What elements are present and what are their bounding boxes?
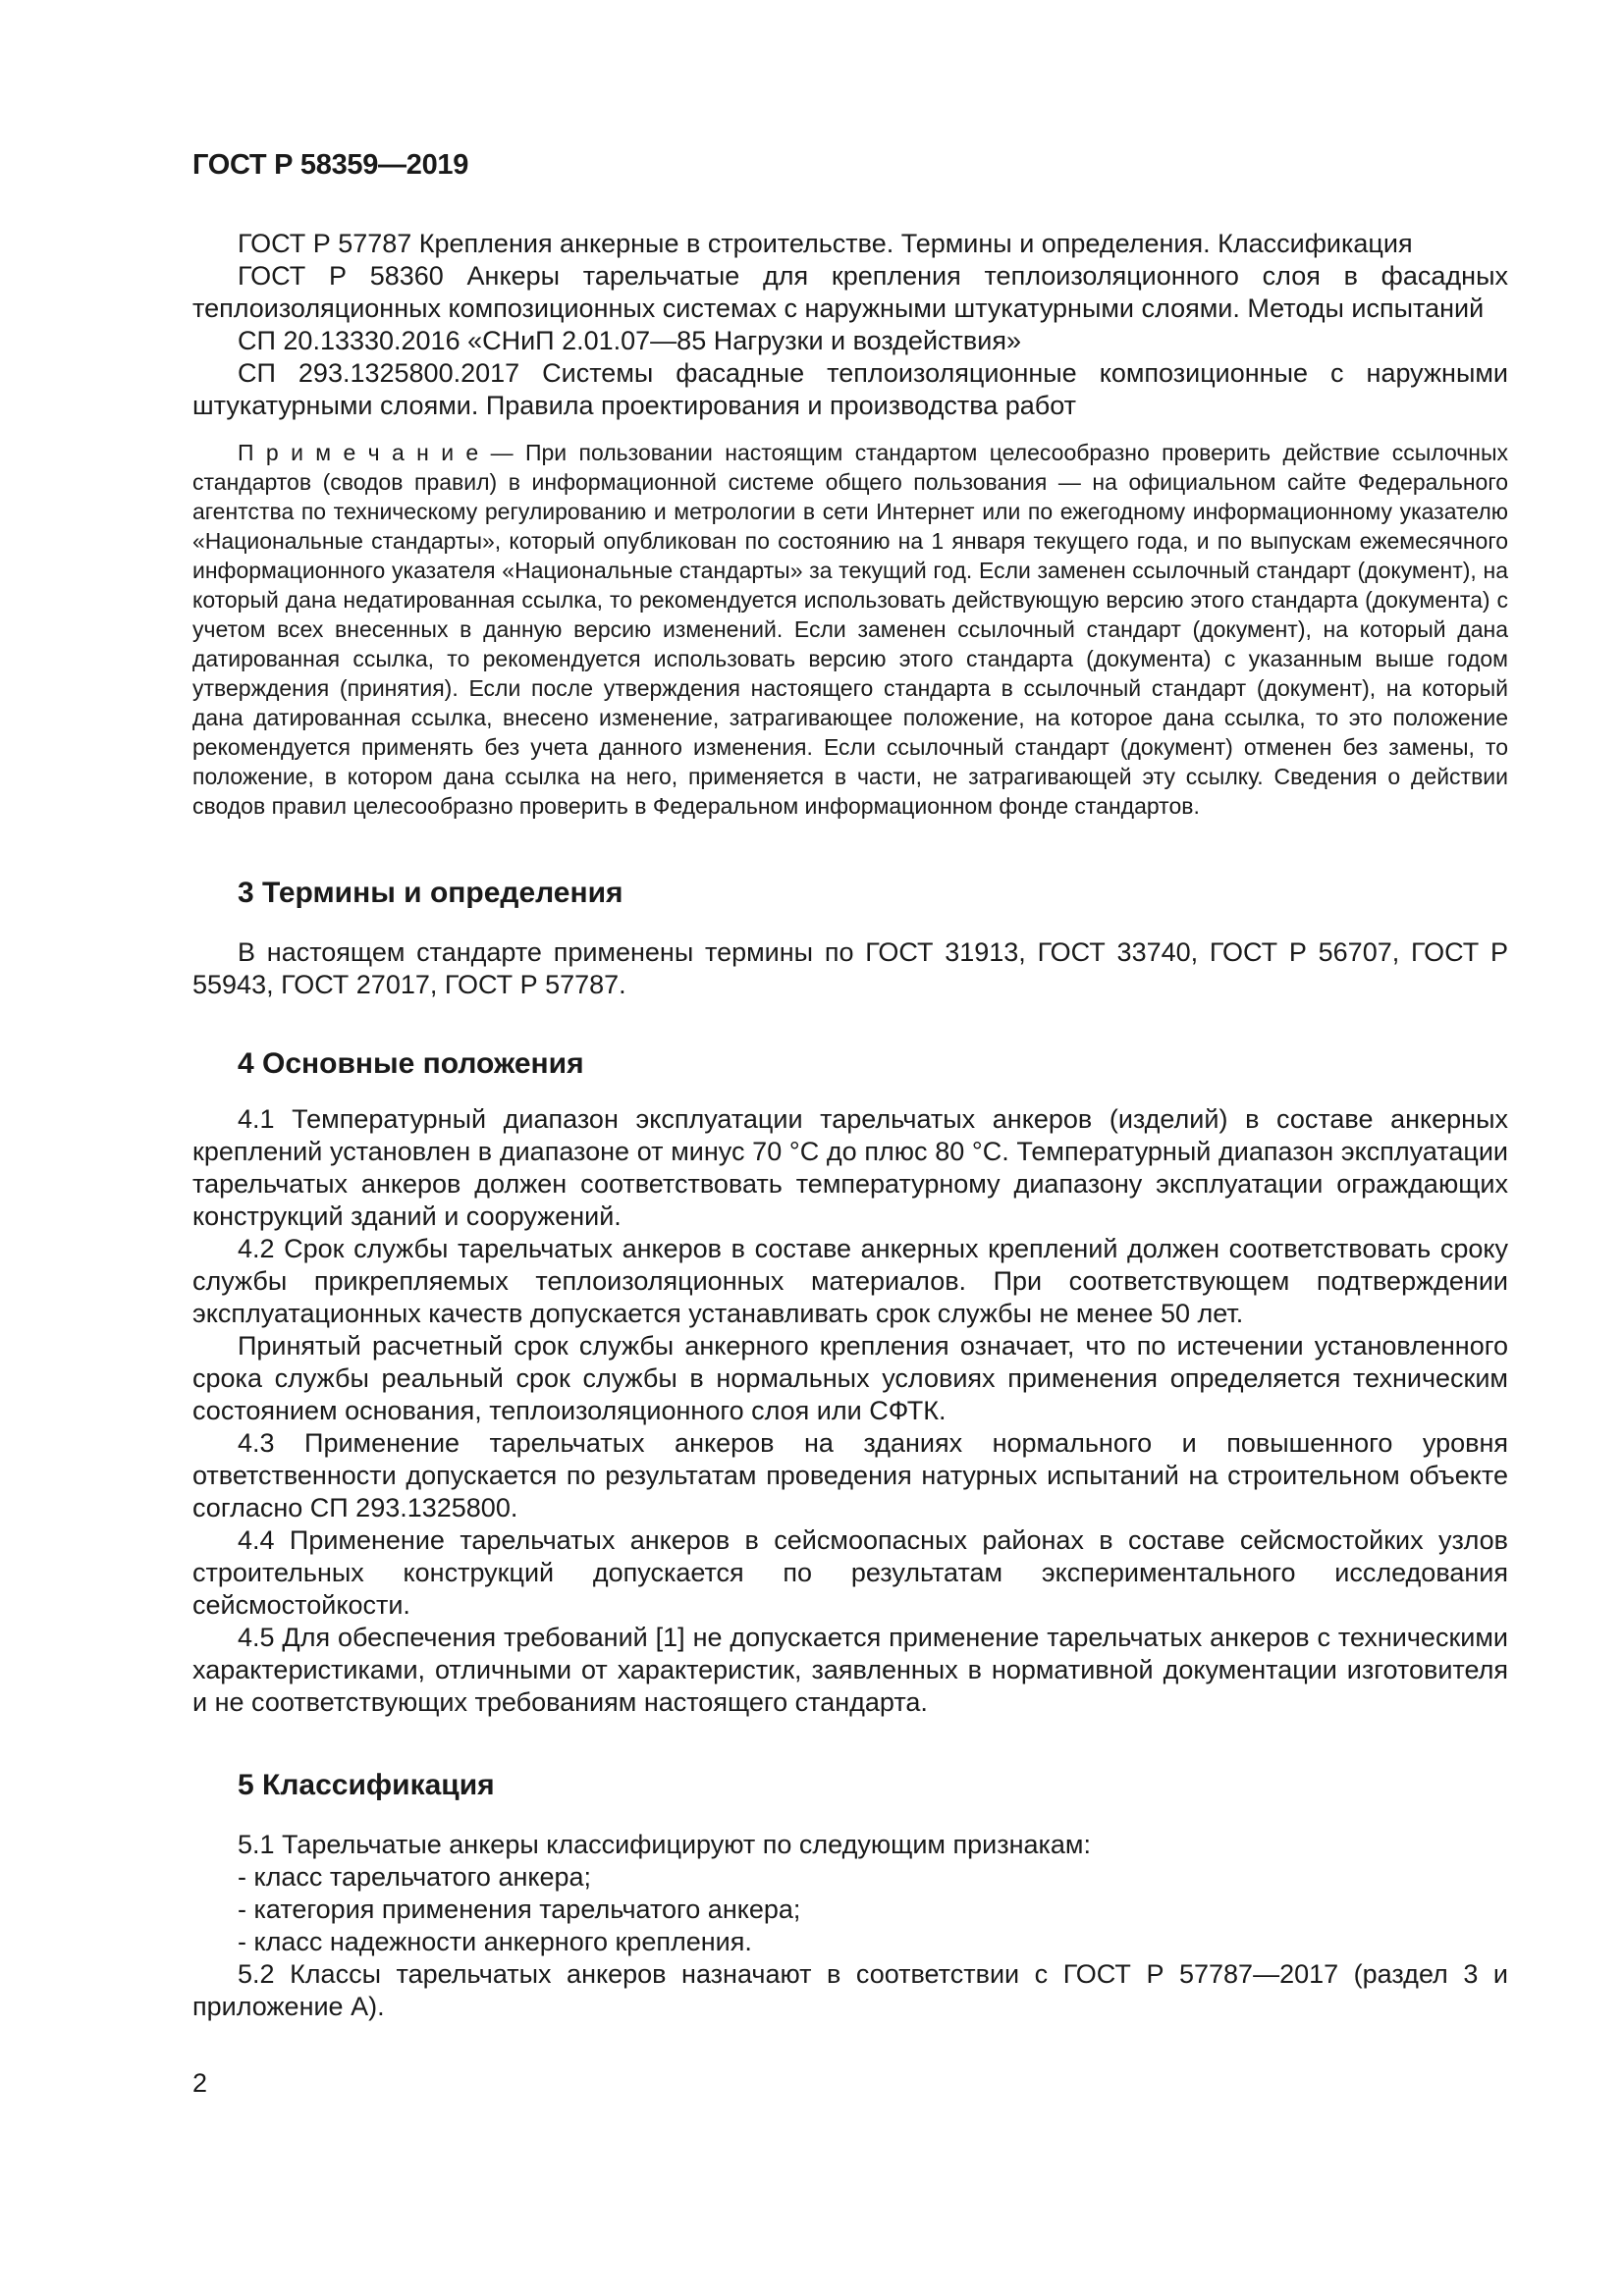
classification-paragraph-5-2: 5.2 Классы тарельчатых анкеров назначают в соответствии с ГОСТ Р 57787—2017 (раздел 3 и приложение А). bbox=[192, 1959, 1508, 2021]
page-number: 2 bbox=[192, 2068, 208, 2098]
reference-item: ГОСТ Р 57787 Крепления анкерные в строительстве. Термины и определения. Классификация bbox=[238, 229, 1413, 258]
provision-paragraph-4-5: 4.5 Для обеспечения требований [1] не допускается применение тарельчатых анкеров с техническими характеристиками, отличными от характеристик, заявленных в нормативной документации изготовителя и не соответствующих требованиям настоящего стандарта. bbox=[192, 1623, 1508, 1717]
classification-list-item: - класс надежности анкерного крепления. bbox=[238, 1927, 752, 1956]
classification-list-item: - класс тарельчатого анкера; bbox=[238, 1862, 592, 1892]
section-body-provisions bbox=[192, 1103, 1508, 1719]
section-heading-provisions: 4 Основные положения bbox=[238, 1047, 584, 1080]
classification-intro-5-1: 5.1 Тарельчатые анкеры классифицируют по следующим признакам: bbox=[238, 1830, 1091, 1859]
terms-paragraph: В настоящем стандарте применены термины по ГОСТ 31913, ГОСТ 33740, ГОСТ Р 56707, ГОСТ Р 55943, ГОСТ 27017, ГОСТ Р 57787. bbox=[192, 937, 1508, 999]
reference-item: ГОСТ Р 58360 Анкеры тарельчатые для крепления теплоизоляционного слоя в фасадных теплоизоляционных композиционных системах с наружными штукатурными слоями. Методы испытаний bbox=[192, 261, 1508, 323]
provision-paragraph-4-3: 4.3 Применение тарельчатых анкеров на зданиях нормального и повышенного уровня ответственности допускается по результатам проведения натурных испытаний на строительном объекте согласно СП 293.1325800. bbox=[192, 1428, 1508, 1522]
page-content bbox=[192, 0, 1508, 2023]
note-paragraph bbox=[192, 438, 1508, 821]
note-text: — При пользовании настоящим стандартом целесообразно проверить действие ссылочных стандартов (сводов правил) в информационной системе общего пользования — на официальном сайте Федерального агентства по техническому регулированию и метрологии в сети Интернет или по ежегодному информационному указателю «Национальные стандарты», который опубликован по состоянию на 1 января текущего года, и по выпускам ежемесячного информационного указателя «Национальные стандарты» за текущий год. Если заменен ссылочный стандарт (документ), на который дана недатированная ссылка, то рекомендуется использовать действующую версию этого стандарта (документа) с учетом всех внесенных в данную версию изменений. Если заменен ссылочный стандарт (документ), на который дана датированная ссылка, то рекомендуется использовать версию этого стандарта (документа) с указанным выше годом утверждения (принятия). Если после утверждения настоящего стандарта в ссылочный стандарт (документ), на который дана датированная ссылка, внесено изменение, затрагивающее положение, на которое дана ссылка, то это положение рекомендуется применять без учета данного изменения. Если ссылочный стандарт (документ) отменен без замены, то положение, в котором дана ссылка на него, применяется в части, не затрагивающей эту ссылку. Сведения о действии сводов правил целесообразно проверить в Федеральном информационном фонде стандартов. bbox=[192, 440, 1508, 819]
section-body-classification bbox=[192, 1829, 1508, 2023]
document-header: ГОСТ Р 58359—2019 bbox=[192, 149, 469, 181]
provision-paragraph-4-2: 4.2 Срок службы тарельчатых анкеров в составе анкерных креплений должен соответствовать сроку службы прикрепляемых теплоизоляционных материалов. При соответствующем подтверждении эксплуатационных качеств допускается устанавливать срок службы не менее 50 лет. bbox=[192, 1234, 1508, 1328]
note-label: П р и м е ч а н и е bbox=[238, 440, 479, 465]
section-heading-classification: 5 Классификация bbox=[238, 1769, 495, 1801]
references-block bbox=[192, 228, 1508, 422]
section-body-terms bbox=[192, 936, 1508, 1001]
provision-paragraph-4-2-note: Принятый расчетный срок службы анкерного крепления означает, что по истечении установленного срока службы реальный срок службы в нормальных условиях применения определяется техническим состоянием основания, теплоизоляционного слоя или СФТК. bbox=[192, 1331, 1508, 1425]
provision-paragraph-4-1: 4.1 Температурный диапазон эксплуатации тарельчатых анкеров (изделий) в составе анкерных креплений установлен в диапазоне от минус 70 °С до плюс 80 °С. Температурный диапазон эксплуатации тарельчатых анкеров должен соответствовать температурному диапазону эксплуатации ограждающих конструкций зданий и сооружений. bbox=[192, 1104, 1508, 1231]
reference-item: СП 293.1325800.2017 Системы фасадные теплоизоляционные композиционные с наружными штукатурными слоями. Правила проектирования и производства работ bbox=[192, 358, 1508, 420]
classification-list-item: - категория применения тарельчатого анкера; bbox=[238, 1895, 801, 1924]
provision-paragraph-4-4: 4.4 Применение тарельчатых анкеров в сейсмоопасных районах в составе сейсмостойких узлов строительных конструкций допускается по результатам экспериментального исследования сейсмостойкости. bbox=[192, 1525, 1508, 1620]
section-heading-terms: 3 Термины и определения bbox=[238, 877, 623, 909]
reference-item: СП 20.13330.2016 «СНиП 2.01.07—85 Нагрузки и воздействия» bbox=[238, 326, 1021, 355]
